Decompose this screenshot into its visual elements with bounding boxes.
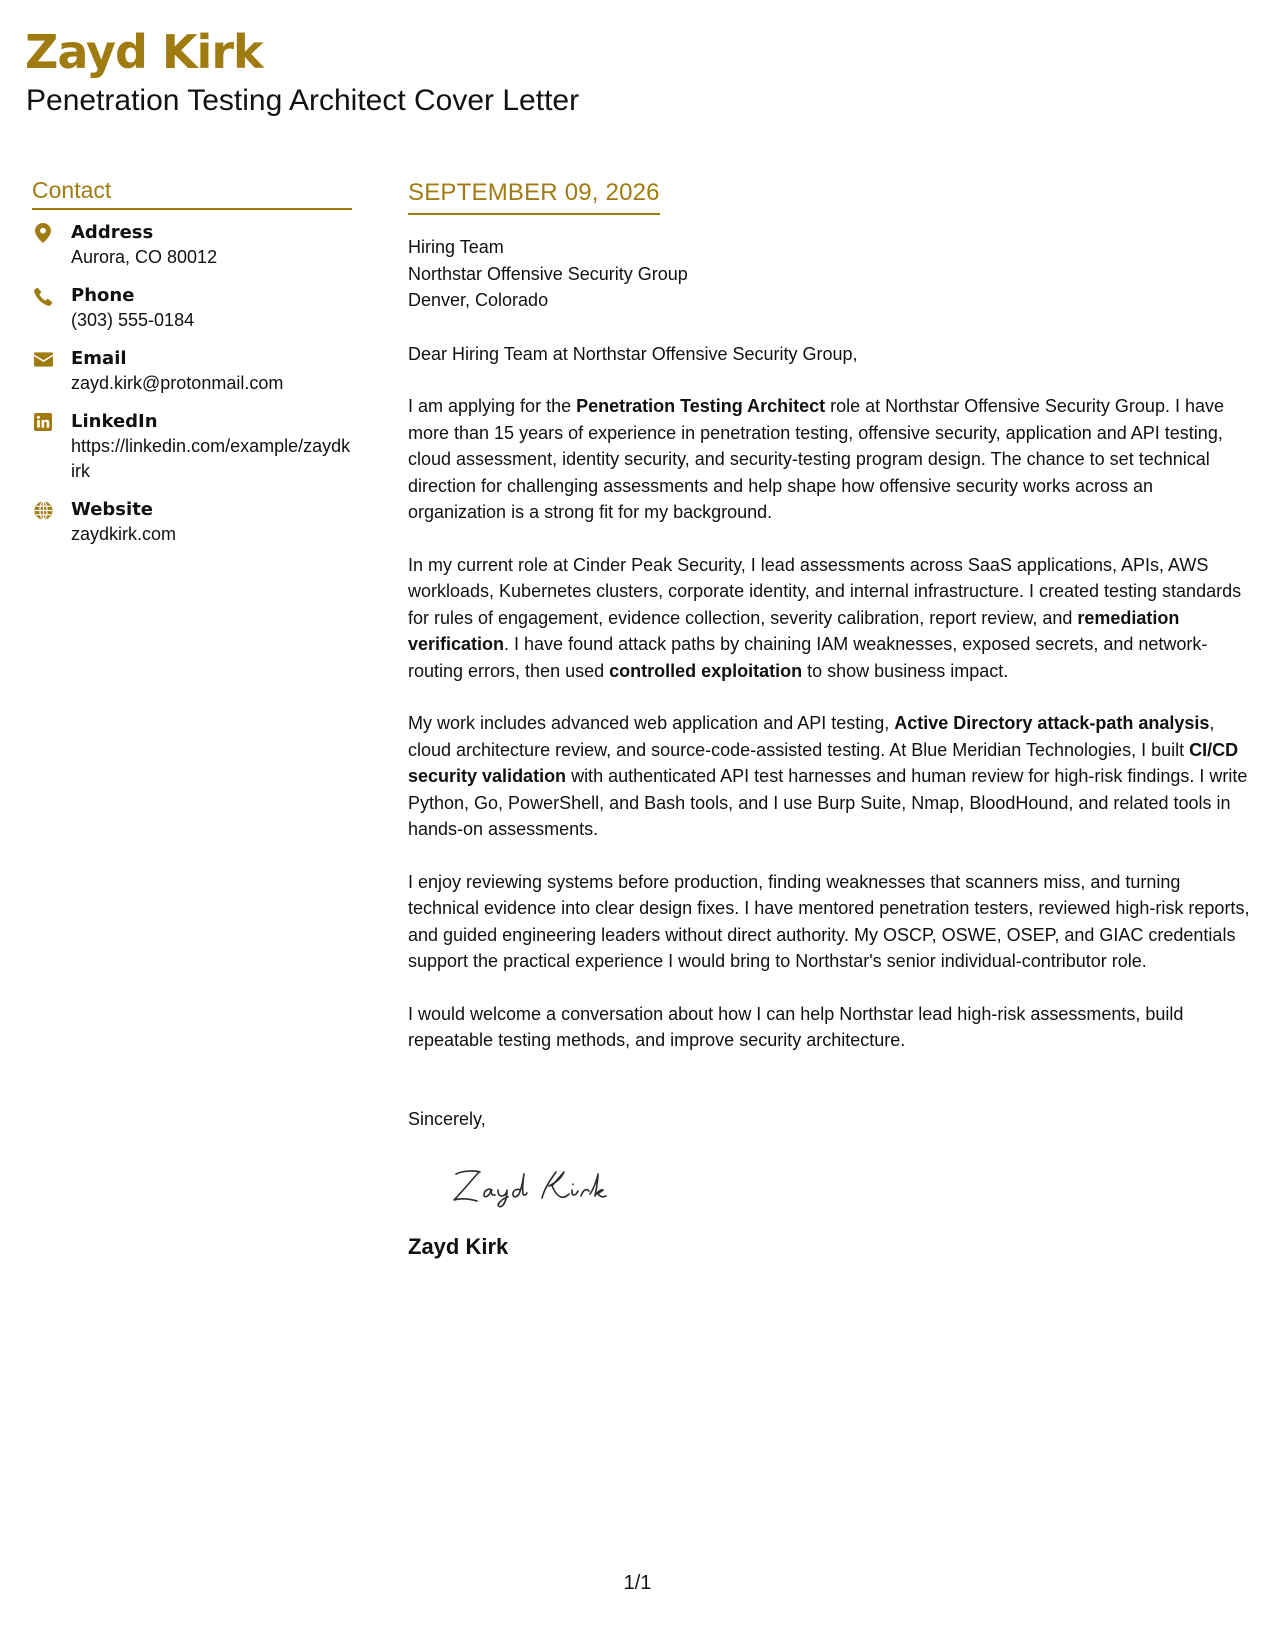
linkedin-value[interactable]: https://linkedin.com/example/zaydkirk (71, 436, 351, 481)
closing: Sincerely, (408, 1108, 486, 1129)
phone-label: Phone (71, 285, 135, 306)
paragraph-3 (408, 710, 1253, 843)
paragraph-2-text-c: . I have found attack paths by chaining IAM weaknesses, exposed secrets, and network-routing errors, then used (408, 634, 1208, 681)
paragraph-1-text-a: I am applying for the (408, 396, 577, 416)
paragraph-4: I enjoy reviewing systems before production, finding weaknesses that scanners miss, and turning technical evidence into clear design fixes. I have mentored penetration testers, reviewed high-risk reports, and guided engineering leaders without direct authority. My OSCP, OSWE, OSEP, and GIAC credentials support the practical experience I would bring to Northstar's senior individual-contributor role. (408, 871, 1250, 971)
letter-date: SEPTEMBER 09, 2026 (408, 179, 660, 206)
paragraph-3-text-c: , cloud architecture review, and source-code-assisted testing. At Blue Meridian Technologies, I built (408, 713, 1215, 760)
location-pin-icon (32, 222, 54, 244)
linkedin-label: LinkedIn (71, 411, 158, 432)
envelope-icon (32, 348, 54, 370)
document-title: Penetration Testing Architect Cover Letter (26, 84, 580, 117)
recipient-line-3: Denver, Colorado (408, 290, 549, 310)
linkedin-icon (32, 411, 54, 433)
phone-icon (32, 285, 54, 307)
contact-heading: Contact (32, 176, 352, 210)
email-value: zayd.kirk@protonmail.com (71, 373, 284, 393)
globe-icon (32, 499, 54, 521)
contact-item-phone (32, 283, 352, 333)
recipient-line-1: Hiring Team (408, 237, 504, 257)
handwritten-signature (448, 1160, 648, 1216)
paragraph-2-bold-2: controlled exploitation (609, 660, 803, 681)
recipient-address (408, 234, 1253, 314)
paragraph-2-text-e: to show business impact. (802, 660, 1009, 681)
salutation: Dear Hiring Team at Northstar Offensive Security Group, (408, 343, 858, 364)
website-value[interactable]: zaydkirk.com (71, 524, 177, 544)
email-label: Email (71, 348, 127, 369)
signed-name: Zayd Kirk (408, 1234, 509, 1259)
paragraph-2-bold-1: remediation verification (408, 607, 1180, 654)
address-label: Address (71, 222, 154, 243)
recipient-line-2: Northstar Offensive Security Group (408, 263, 688, 284)
paragraph-1 (408, 393, 1253, 526)
paragraph-2-text-a: In my current role at Cinder Peak Security, I lead assessments across SaaS applications, APIs, AWS workloads, Kubernetes clusters, corporate identity, and internal infrastructure. I created testing standards for rules of engagement, evidence collection, severity calibration, report review, and (408, 554, 1242, 628)
paragraph-5: I would welcome a conversation about how I can help Northstar lead high-risk assessments, build repeatable testing methods, and improve security architecture. (408, 1003, 1184, 1050)
website-label: Website (71, 499, 154, 520)
paragraph-1-text-c: role at Northstar Offensive Security Group. I have more than 15 years of experience in penetration testing, offensive security, application and API testing, cloud assessment, identity security, and security-testing program design. The chance to set technical direction for challenging assessments and help shape how offensive security works across an organization is a strong fit for my background. (408, 396, 1224, 522)
contact-item-website (32, 497, 352, 547)
paragraph-1-bold-role: Penetration Testing Architect (576, 396, 826, 416)
paragraph-2 (408, 552, 1253, 685)
address-value: Aurora, CO 80012 (71, 247, 218, 267)
contact-item-address (32, 220, 352, 270)
contact-item-email (32, 346, 352, 396)
letter-body (408, 178, 1253, 1262)
page-number: 1/1 (623, 1572, 652, 1594)
paragraph-3-text-a: My work includes advanced web application and API testing, (408, 713, 895, 733)
contact-item-linkedin (32, 409, 352, 484)
phone-value: (303) 555-0184 (71, 310, 195, 330)
contact-sidebar (32, 176, 352, 560)
paragraph-3-text-e: with authenticated API test harnesses and human review for high-risk findings. I write Python, Go, PowerShell, and Bash tools, and I use Burp Suite, Nmap, BloodHound, and related tools in hands-on assessments. (408, 766, 1248, 839)
paragraph-3-bold-2: CI/CD security validation (408, 739, 1239, 786)
applicant-name: Zayd Kirk (25, 25, 263, 79)
paragraph-3-bold-1: Active Directory attack-path analysis (894, 713, 1210, 733)
date-block (408, 178, 660, 215)
